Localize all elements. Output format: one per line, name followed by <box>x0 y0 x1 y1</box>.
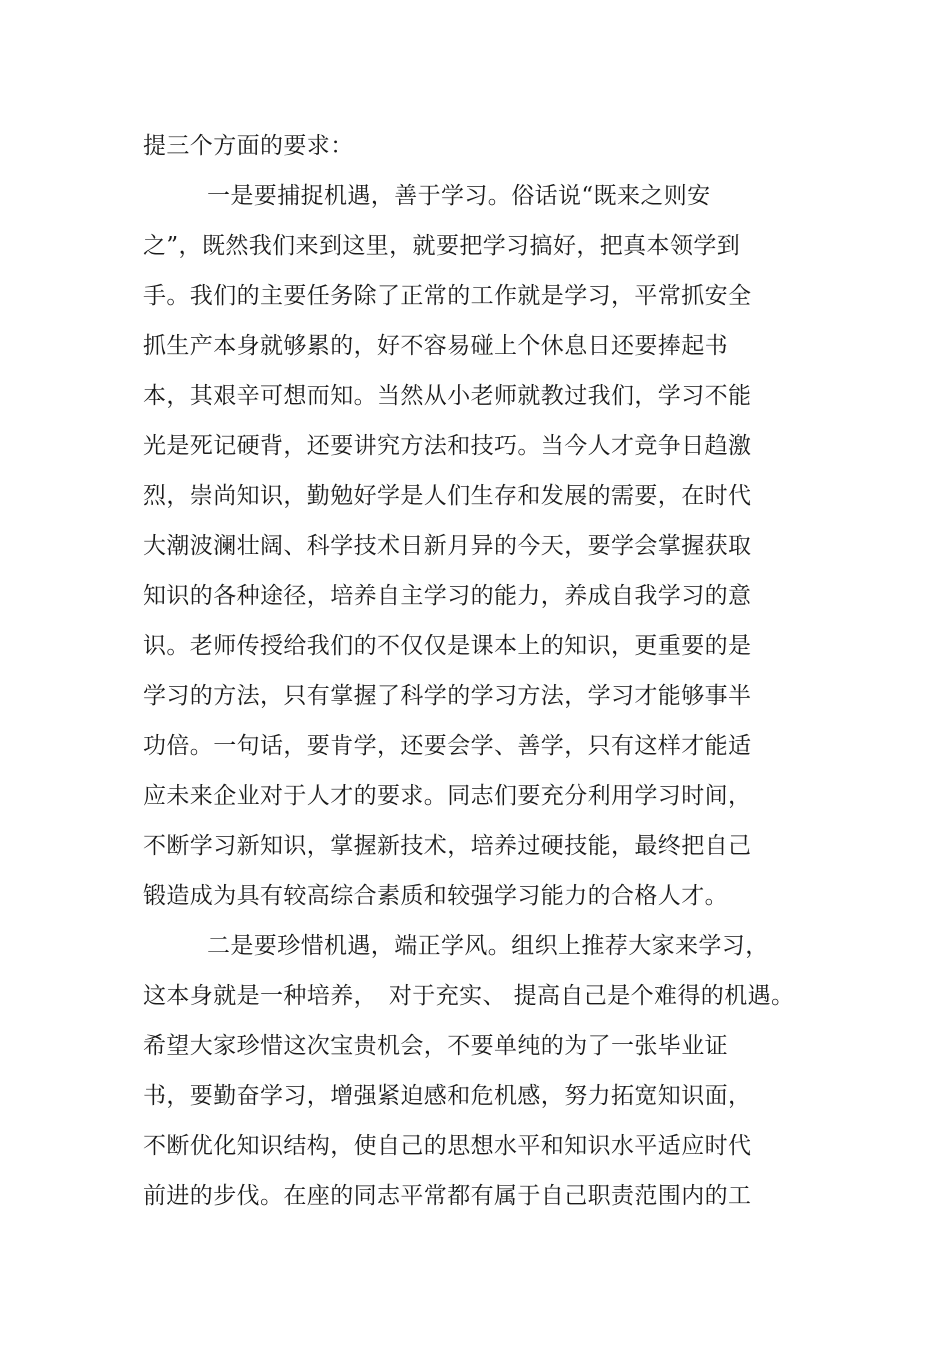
text-line: 手。我们的主要任务除了正常的工作就是学习，平常抓安全 <box>143 283 752 309</box>
text-line: 功倍。一句话，要肯学，还要会学、善学，只有这样才能适 <box>143 733 752 759</box>
text-line: 希望大家珍惜这次宝贵机会，不要单纯的为了一张毕业证 <box>143 1033 728 1059</box>
body-text <box>143 121 823 1221</box>
text-line: 应未来企业对于人才的要求。同志们要充分利用学习时间， <box>143 783 752 809</box>
text-line: 不断学习新知识，掌握新技术，培养过硬技能，最终把自己 <box>143 833 752 859</box>
text-line: 不断优化知识结构，使自己的思想水平和知识水平适应时代 <box>143 1133 752 1159</box>
text-line: 这本身就是一种培养， 对于充实、 提高自己是个难得的机遇。 <box>143 983 795 1009</box>
text-line: 书，要勤奋学习，增强紧迫感和危机感，努力拓宽知识面， <box>143 1083 752 1109</box>
text-line: 识。老师传授给我们的不仅仅是课本上的知识，更重要的是 <box>143 633 752 659</box>
text-line: 抓生产本身就够累的，好不容易碰上个休息日还要捧起书 <box>143 333 728 359</box>
text-line: 本，其艰辛可想而知。当然从小老师就教过我们，学习不能 <box>143 383 752 409</box>
text-line: 锻造成为具有较高综合素质和较强学习能力的合格人才。 <box>143 883 728 909</box>
text-line: 前进的步伐。在座的同志平常都有属于自己职责范围内的工 <box>143 1183 752 1209</box>
text-line: 光是死记硬背，还要讲究方法和技巧。当今人才竞争日趋激 <box>143 433 752 459</box>
text-line: 烈，崇尚知识，勤勉好学是人们生存和发展的需要，在时代 <box>143 483 752 509</box>
text-line: 提三个方面的要求： <box>143 133 354 159</box>
text-line: 知识的各种途径，培养自主学习的能力，养成自我学习的意 <box>143 583 752 609</box>
text-line: 之”，既然我们来到这里，就要把学习搞好，把真本领学到 <box>143 233 741 259</box>
paragraph-start-line: 一是要捕捉机遇，善于学习。俗话说“既来之则安 <box>207 183 711 209</box>
text-line: 学习的方法，只有掌握了科学的学习方法，学习才能够事半 <box>143 683 752 709</box>
paragraph-start-line: 二是要珍惜机遇，端正学风。组织上推荐大家来学习， <box>207 933 769 959</box>
text-line: 大潮波澜壮阔、科学技术日新月异的今天，要学会掌握获取 <box>143 533 752 559</box>
